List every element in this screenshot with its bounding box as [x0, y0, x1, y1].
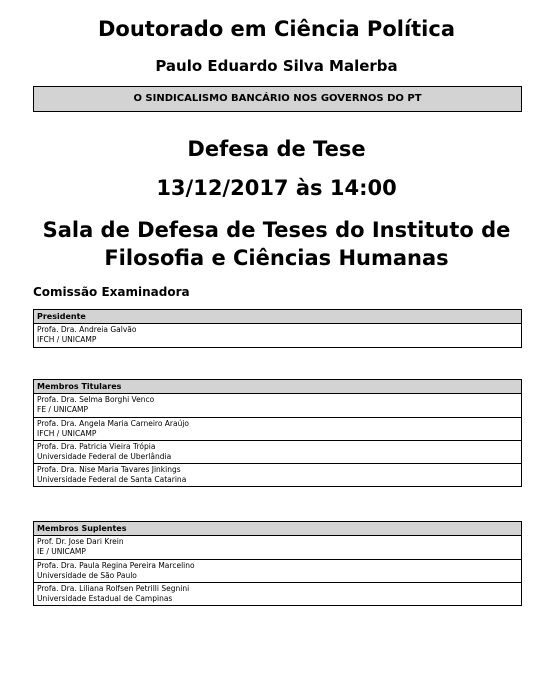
member-name: Profa. Dra. Patricia Vieira Trópia	[37, 442, 156, 451]
member-row	[34, 463, 521, 486]
member-name: Profa. Dra. Liliana Rolfsen Petrilli Segnini	[37, 584, 190, 593]
member-row	[34, 536, 521, 559]
member-institution: IFCH / UNICAMP	[37, 335, 97, 344]
program-title: Doutorado em Ciência Política	[97, 17, 455, 41]
member-row	[34, 394, 521, 417]
member-name: Profa. Dra. Paula Regina Pereira Marcelino	[37, 561, 195, 570]
member-row	[34, 417, 521, 440]
titulares-header: Membros Titulares	[34, 380, 521, 394]
member-row	[34, 440, 521, 463]
suplentes-panel	[33, 521, 522, 606]
candidate-name: Paulo Eduardo Silva Malerba	[155, 57, 398, 75]
member-name: Profa. Dra. Andreia Galvão	[37, 325, 137, 334]
member-institution: Universidade Federal de Uberlândia	[37, 452, 172, 461]
committee-heading: Comissão Examinadora	[33, 285, 190, 299]
president-panel	[33, 309, 522, 348]
member-name: Profa. Dra. Nise Maria Tavares Jinkings	[37, 465, 181, 474]
member-institution: IFCH / UNICAMP	[37, 429, 97, 438]
member-institution: Universidade de São Paulo	[37, 571, 137, 580]
thesis-title: O SINDICALISMO BANCÁRIO NOS GOVERNOS DO PT	[33, 86, 522, 112]
event-title: Defesa de Tese	[187, 137, 366, 161]
member-name: Profa. Dra. Angela Maria Carneiro Araújo	[37, 419, 190, 428]
event-room: Sala de Defesa de Teses do Instituto de Filosofia e Ciências Humanas	[42, 218, 511, 270]
member-row	[34, 559, 521, 582]
suplentes-header: Membros Suplentes	[34, 522, 521, 536]
member-institution: FE / UNICAMP	[37, 405, 89, 414]
event-datetime: 13/12/2017 às 14:00	[156, 176, 397, 200]
member-institution: IE / UNICAMP	[37, 547, 86, 556]
member-name: Prof. Dr. Jose Dari Krein	[37, 537, 124, 546]
member-row	[34, 582, 521, 605]
member-name: Profa. Dra. Selma Borghi Venco	[37, 395, 155, 404]
president-header: Presidente	[34, 310, 521, 324]
titulares-panel	[33, 379, 522, 487]
member-row	[34, 324, 521, 347]
member-institution: Universidade Federal de Santa Catarina	[37, 475, 187, 484]
member-institution: Universidade Estadual de Campinas	[37, 594, 173, 603]
